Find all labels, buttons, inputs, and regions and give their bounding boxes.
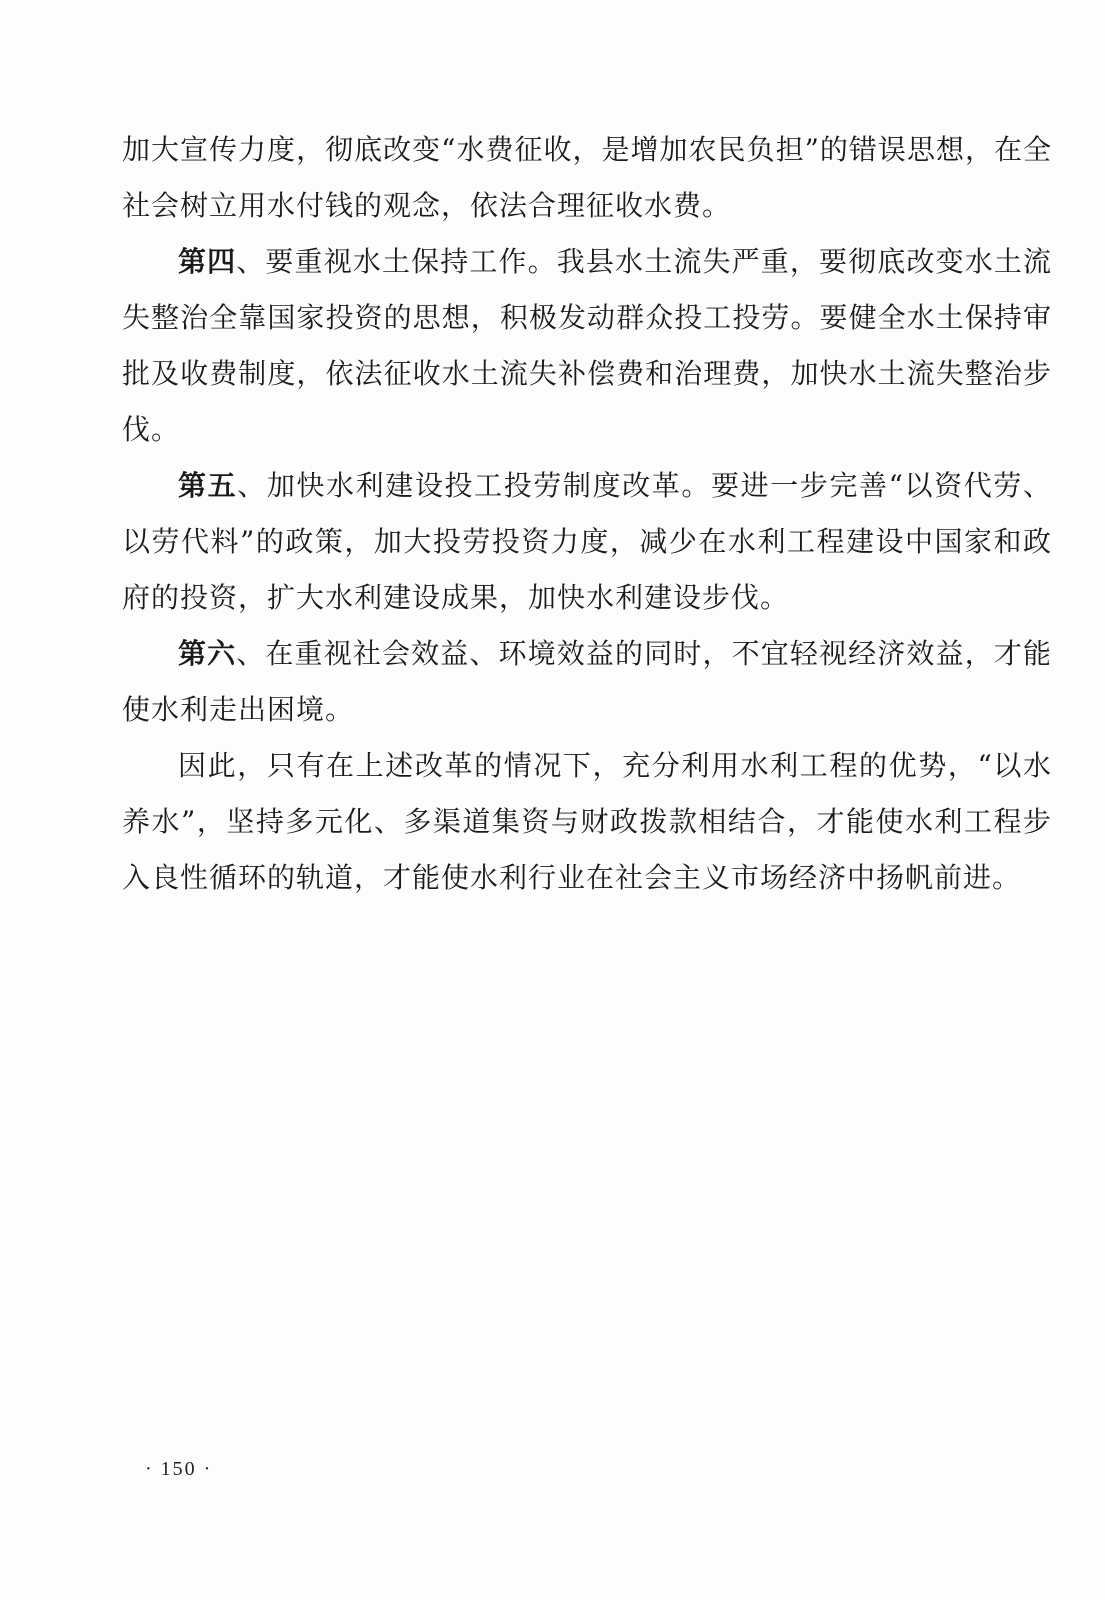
paragraph-heading: 第四 bbox=[178, 245, 237, 278]
paragraph-conclusion bbox=[122, 738, 1052, 906]
paragraph-fifth bbox=[122, 458, 1052, 626]
paragraph-heading: 第五 bbox=[178, 469, 238, 502]
page-number: · 150 · bbox=[145, 1458, 213, 1480]
paragraph-text: 因此，只有在上述改革的情况下，充分利用水利工程的优势，“以水养水”，坚持多元化、多渠道集资与财政拨款相结合，才能使水利工程步入良性循环的轨道，才能使水利行业在社会主义市场经济中扬帆前进。 bbox=[122, 749, 1052, 894]
paragraph-text: 、在重视社会效益、环境效益的同时，不宜轻视经济效益，才能使水利走出困境。 bbox=[122, 637, 1052, 726]
paragraph-text: 加大宣传力度，彻底改变“水费征收，是增加农民负担”的错误思想，在全社会树立用水付钱的观念，依法合理征收水费。 bbox=[122, 133, 1052, 222]
paragraph-water-fee bbox=[122, 122, 1052, 234]
paragraph-heading: 第六 bbox=[178, 637, 237, 670]
paragraph-text: 、加快水利建设投工投劳制度改革。要进一步完善“以资代劳、以劳代料”的政策，加大投劳投资力度，减少在水利工程建设中国家和政府的投资，扩大水利建设成果，加快水利建设步伐。 bbox=[122, 469, 1052, 614]
paragraph-fourth bbox=[122, 234, 1052, 458]
body-text bbox=[122, 122, 1052, 906]
paragraph-text: 、要重视水土保持工作。我县水土流失严重，要彻底改变水土流失整治全靠国家投资的思想，积极发动群众投工投劳。要健全水土保持审批及收费制度，依法征收水土流失补偿费和治理费，加快水土流失整治步伐。 bbox=[122, 245, 1052, 446]
paragraph-sixth bbox=[122, 626, 1052, 738]
